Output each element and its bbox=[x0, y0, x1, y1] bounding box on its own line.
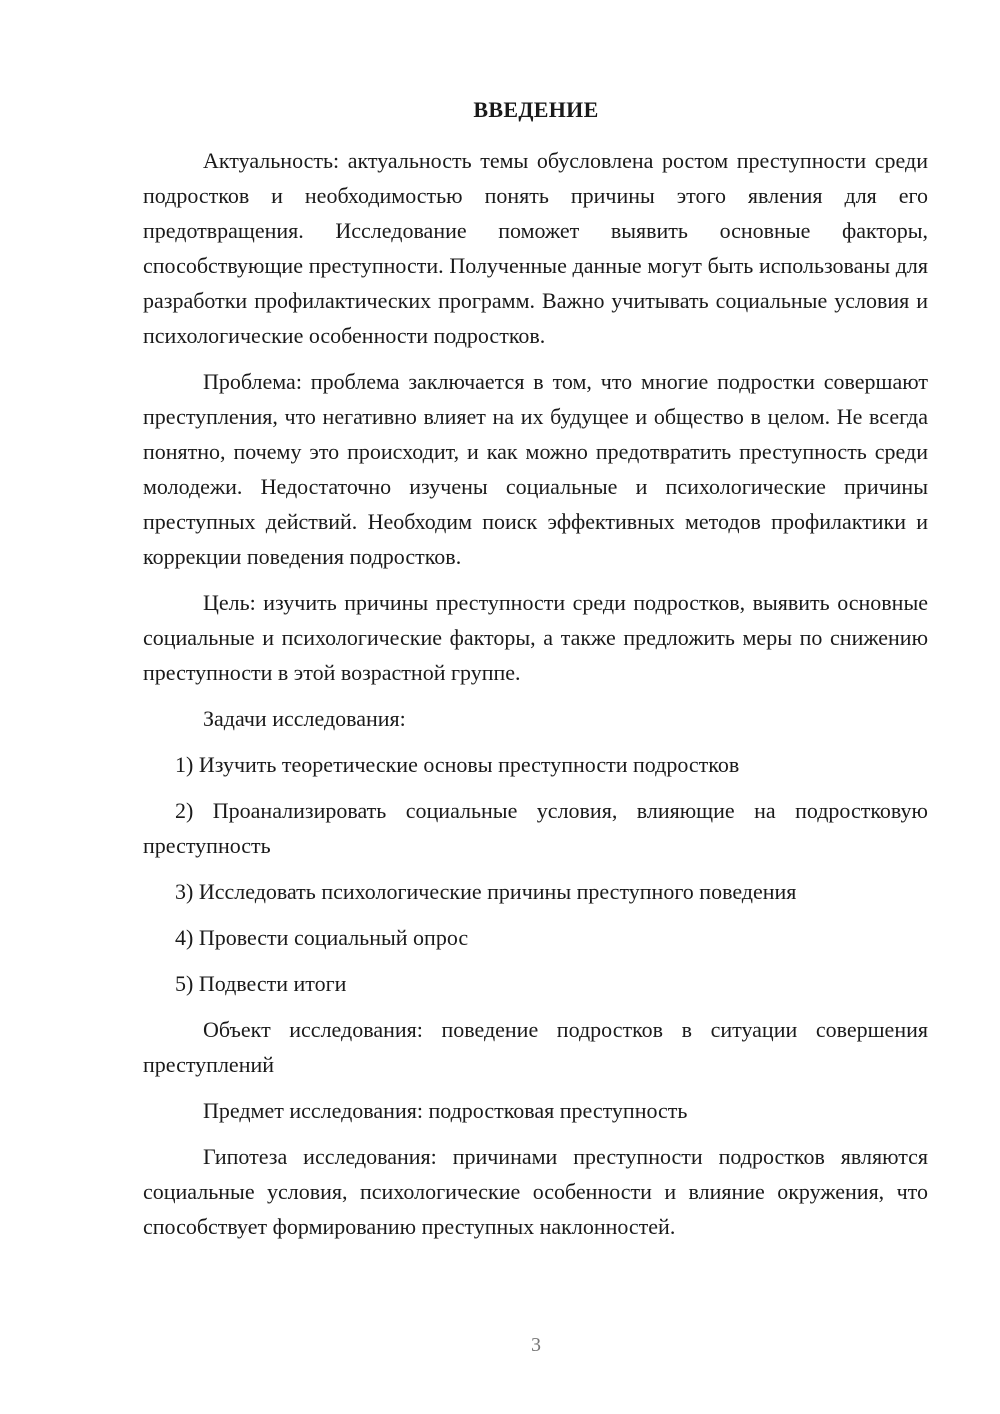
task-item: 5) Подвести итоги bbox=[175, 971, 347, 996]
subject-paragraph: Предмет исследования: подростковая преступность bbox=[203, 1098, 688, 1123]
goal-paragraph: Цель: изучить причины преступности среди подростков, выявить основные социальные и психологические факторы, а также предложить меры по снижению преступности в этой возрастной группе. bbox=[143, 590, 928, 685]
relevance-paragraph: Актуальность: актуальность темы обусловлена ростом преступности среди подростков и необходимостью понять причины этого явления для его предотвращения. Исследование поможет выявить основные факторы, способствующие преступности. Полученные данные могут быть использованы для разработки профилактических программ. Важно учитывать социальные условия и психологические особенности подростков. bbox=[143, 148, 928, 348]
hypothesis-paragraph: Гипотеза исследования: причинами преступности подростков являются социальные условия, психологические особенности и влияние окружения, что способствует формированию преступных наклонностей. bbox=[143, 1144, 928, 1239]
task-item: 3) Исследовать психологические причины преступного поведения bbox=[175, 879, 797, 904]
page-title: ВВЕДЕНИЕ bbox=[473, 97, 599, 122]
task-item: 2) Проанализировать социальные условия, влияющие на подростковую преступность bbox=[143, 798, 928, 858]
task-item: 4) Провести социальный опрос bbox=[175, 925, 469, 950]
page-number: 3 bbox=[531, 1334, 541, 1356]
document-body bbox=[143, 143, 928, 1255]
tasks-heading: Задачи исследования: bbox=[203, 706, 406, 731]
problem-paragraph: Проблема: проблема заключается в том, что многие подростки совершают преступления, что негативно влияет на их будущее и общество в целом. Не всегда понятно, почему это происходит, и как можно предотвратить преступность среди молодежи. Недостаточно изучены социальные и психологические причины преступных действий. Необходим поиск эффективных методов профилактики и коррекции поведения подростков. bbox=[143, 369, 928, 569]
object-paragraph: Объект исследования: поведение подростков в ситуации совершения преступлений bbox=[143, 1017, 928, 1077]
task-item: 1) Изучить теоретические основы преступности подростков bbox=[175, 752, 740, 777]
